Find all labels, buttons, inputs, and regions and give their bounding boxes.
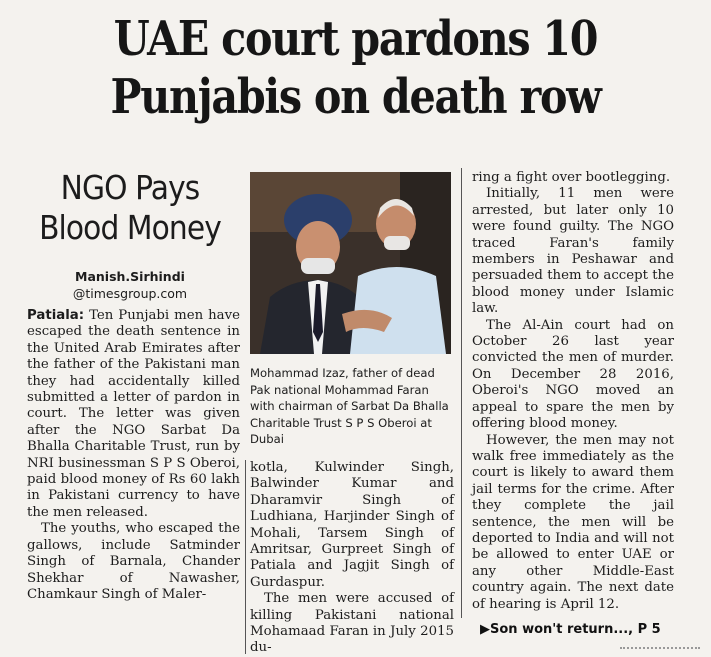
subhead-line1: NGO Pays: [60, 168, 200, 207]
byline-email: @timesgroup.com: [72, 286, 188, 301]
article-column-1: [27, 308, 240, 603]
byline-author: Manish.Sirhindi: [75, 269, 185, 284]
photo-two-men-icon: [250, 172, 451, 354]
article-paragraph: The youths, who escaped the gallows, include Satminder Singh of Barnala, Chander Shekhar of Nawasher, Chamkaur Singh of Maler-: [27, 521, 240, 602]
article-paragraph: The Al-Ain court had on October 26 last year convicted the men of murder. On December 28 2016, Oberoi's NGO moved an appeal to spare the men by offering blood money.: [472, 317, 674, 432]
byline: [30, 268, 230, 302]
article-paragraph: Initially, 11 men were arrested, but later only 10 were found guilty. The NGO traced Faran's family members in Peshawar and persuaded them to accept the blood money under Islamic law.: [472, 186, 674, 317]
photo-caption: Mohammad Izaz, father of dead Pak national Mohammad Faran with chairman of Sarbat Da Bhalla Charitable Trust S P S Oberoi at Dubai: [250, 366, 449, 446]
article-paragraph: The men were accused of killing Pakistani national Mohamaad Faran in July 2015 du-: [250, 591, 454, 656]
subheadline: [24, 168, 236, 248]
article-column-3: [472, 170, 674, 613]
column-rule-2: [461, 168, 462, 618]
article-paragraph: kotla, Kulwinder Singh, Balwinder Kumar and Dharamvir Singh of Ludhiana, Harjinder Singh of Mohali, Tarsem Singh of Amritsar, Gurpreet Singh of Patiala and Jagjit Singh of Gurdaspur.: [250, 460, 454, 590]
article-paragraph: ring a fight over bootlegging.: [472, 170, 671, 185]
article-paragraph: [27, 308, 240, 521]
dateline: Patiala:: [27, 308, 85, 323]
article-paragraph: However, the men may not walk free immediately as the court is likely to award them jail terms for the crime. After they complete the jail sentence, the men will be deported to India and will not be allowed to enter UAE or any other Middle-East country again. The next date of hearing is April 12.: [472, 432, 674, 612]
headline-line2: Punjabis on death row: [110, 69, 601, 125]
column-rule-1: [245, 460, 246, 654]
headline-line1: UAE court pardons 10: [113, 11, 598, 67]
subhead-line2: Blood Money: [39, 208, 221, 247]
article-column-2: [250, 460, 454, 657]
dotted-divider: [620, 647, 700, 649]
headline: [50, 10, 661, 126]
continued-teaser: ▶Son won't return..., P 5: [480, 622, 661, 637]
article-text: Ten Punjabi men have escaped the death sentence in the United Arab Emirates after the father of the Pakistani man they had accidentally killed submitted a letter of pardon in court. The letter was given after the NGO Sarbat Da Bhalla Charitable Trust, run by NRI businessman S P S Oberoi, paid blood money of Rs 60 lakh in Pakistani currency to have the men released.: [27, 308, 240, 520]
news-photo: [250, 172, 451, 354]
